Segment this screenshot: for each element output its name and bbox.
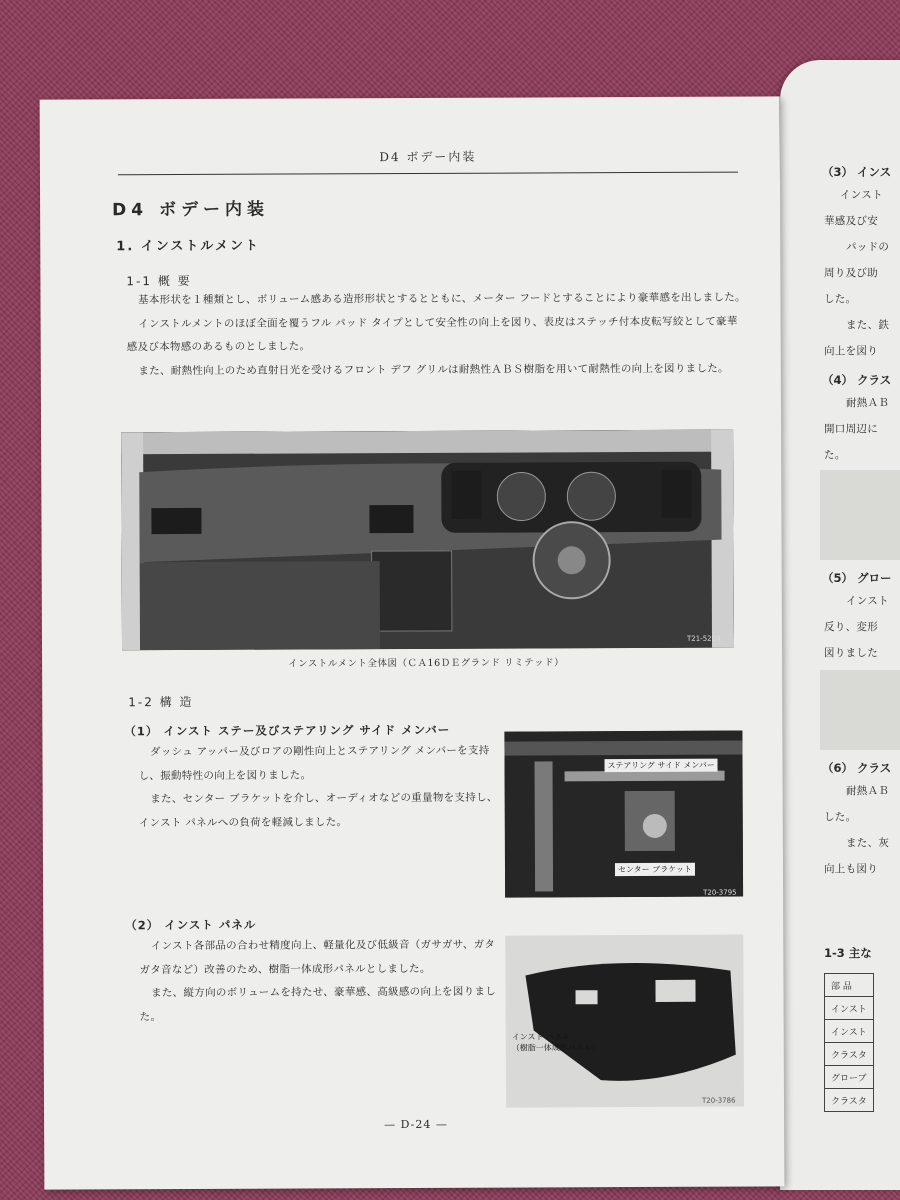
photo-code: T21-5204 xyxy=(686,634,721,643)
table-cell: 部 品 xyxy=(825,974,874,997)
paragraph: 基本形状を１種類とし、ボリューム感ある造形形状とするとともに、メーター フードとすることにより豪華感を出しました。 xyxy=(138,291,746,307)
facing-line: 向上を図り xyxy=(824,345,878,357)
facing-line: また、灰 xyxy=(846,837,890,849)
table-cell: グローブ xyxy=(825,1066,874,1089)
facing-line: した。 xyxy=(824,811,857,823)
photo-code: T20-3786 xyxy=(701,1096,736,1105)
facing-line: 向上も図り xyxy=(824,863,878,875)
running-head: D4 ボデー内装 xyxy=(118,147,738,176)
subheading-structure: 1-2 構 造 xyxy=(128,694,194,710)
paragraph: ダッシュ アッパー及びロアの剛性向上とステアリング メンバーを支持し、振動特性の向上を図りました。 xyxy=(138,744,490,782)
manual-page xyxy=(40,96,785,1189)
stay-photo xyxy=(504,731,743,898)
photo-label-line: インスト パネル xyxy=(511,1032,571,1042)
photo-code: T20-3795 xyxy=(703,888,737,897)
subheading-stay: （1） インスト ステー及びステアリング サイド メンバー xyxy=(124,722,451,739)
facing-line: 反り、変形 xyxy=(824,621,878,633)
overview-text xyxy=(126,287,746,384)
photo-label xyxy=(512,1031,600,1053)
facing-page xyxy=(780,60,900,1190)
facing-line: また、鉄 xyxy=(846,319,890,331)
facing-line: インスト xyxy=(846,595,889,607)
facing-line: 耐熱ＡＢ xyxy=(846,785,890,797)
facing-photo xyxy=(820,470,900,560)
section-title: D4 ボデー内装 xyxy=(112,199,270,221)
paragraph: インスト各部品の合わせ精度向上、軽量化及び低級音（ガサガサ、ガタガタ音など）改善のため、樹脂一体成形パネルとしました。 xyxy=(139,938,496,976)
subheading-overview: 1-1 概 要 xyxy=(126,273,192,289)
paragraph: また、耐熱性向上のため直射日光を受けるフロント デフ グリルは耐熱性ＡＢＳ樹脂を用いて耐熱性の向上を図りました。 xyxy=(138,362,729,377)
panel-illustration xyxy=(505,935,744,1108)
facing-line: した。 xyxy=(824,293,857,305)
photo-label: ステアリング サイド メンバー xyxy=(605,759,718,772)
facing-photo xyxy=(820,670,900,750)
photo-caption: インストルメント全体図（ＣＡ16ＤＥグランド リミテッド） xyxy=(288,657,565,670)
facing-line: パッドの xyxy=(846,241,890,253)
facing-line: 耐熱ＡＢ xyxy=(846,397,890,409)
facing-line: 周り及び助 xyxy=(824,267,878,279)
page-number: — D-24 — xyxy=(384,1117,448,1132)
stay-text xyxy=(138,740,506,836)
table-cell: インスト xyxy=(825,1020,874,1043)
facing-heading-5: （5） グロー xyxy=(822,571,892,585)
facing-line: 華感及び安 xyxy=(824,215,878,227)
table-cell: インスト xyxy=(825,997,874,1020)
panel-photo xyxy=(505,935,744,1108)
facing-heading-6: （6） クラス xyxy=(822,761,892,775)
dashboard-photo xyxy=(121,430,734,651)
panel-text xyxy=(139,934,505,1030)
photo-label-line: （樹脂一体成形パネル） xyxy=(511,1043,600,1053)
paragraph: また、センター ブラケットを介し、オーディオなどの重量物を支持し、インスト パネルへの負荷を軽減しました。 xyxy=(138,791,498,829)
facing-heading-1-3: 1-3 主な xyxy=(824,946,872,960)
item-heading-instrument: 1. インストルメント xyxy=(116,238,261,255)
table-cell: クラスタ xyxy=(825,1043,874,1066)
facing-line: 図りました xyxy=(824,647,878,659)
facing-line: 開口周辺に xyxy=(824,423,878,435)
photo-label: センター ブラケット xyxy=(615,863,695,876)
table-cell: クラスタ xyxy=(825,1089,874,1112)
subheading-panel: （2） インスト パネル xyxy=(125,917,257,933)
facing-heading-4: （4） クラス xyxy=(822,373,892,387)
paragraph: インストルメントのほぼ全面を覆うフル パッド タイプとして安全性の向上を図り、表皮はステッチ付本皮転写絞として豪華感及び本物感のあるものとしました。 xyxy=(126,315,738,354)
facing-heading-3: （3） インス xyxy=(822,165,892,179)
facing-table xyxy=(824,973,874,1112)
facing-line: た。 xyxy=(824,449,846,461)
dashboard-illustration xyxy=(121,430,734,651)
facing-line: インスト xyxy=(840,189,883,201)
paragraph: また、縦方向のボリュームを持たせ、豪華感、高級感の向上を図りました。 xyxy=(139,985,497,1023)
